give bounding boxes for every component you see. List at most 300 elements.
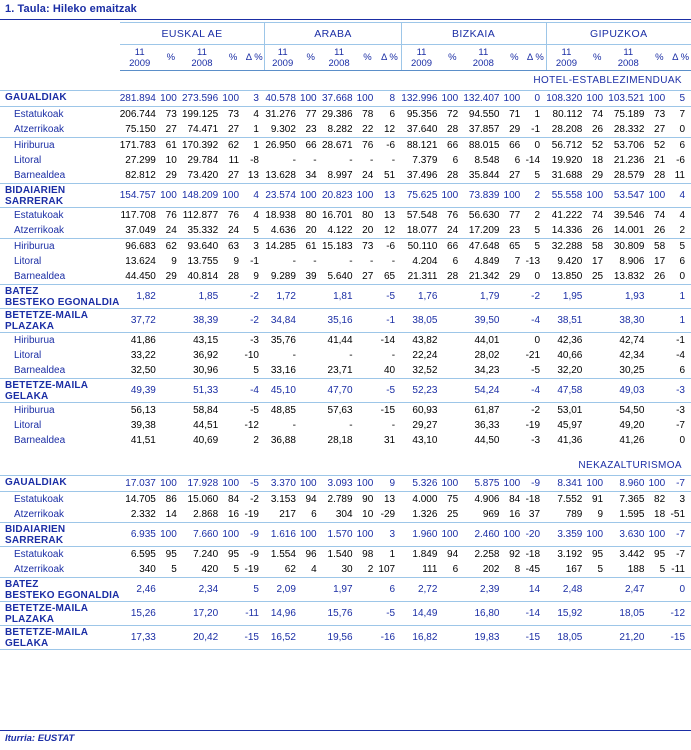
table-cell: 100 bbox=[300, 184, 322, 208]
table-cell: 58 bbox=[648, 239, 670, 255]
table-cell: -1 bbox=[378, 309, 401, 333]
table-cell: 76 bbox=[441, 208, 463, 224]
table-cell bbox=[586, 309, 608, 333]
table-cell: 16,82 bbox=[401, 626, 441, 650]
table-cell: -6 bbox=[378, 138, 401, 154]
table-cell: 7.365 bbox=[608, 492, 648, 508]
table-cell: 4 bbox=[244, 208, 265, 224]
table-cell: 1,97 bbox=[322, 578, 357, 602]
table-cell: 13 bbox=[378, 184, 401, 208]
territory-header-row bbox=[0, 23, 691, 45]
table-cell: 31.688 bbox=[551, 170, 583, 181]
table-cell: 15,76 bbox=[322, 602, 357, 626]
table-cell: 37.496 bbox=[406, 170, 438, 181]
table-cell: -12 bbox=[244, 420, 259, 431]
table-cell: 7 bbox=[670, 107, 691, 123]
table-cell: 20.823 bbox=[322, 184, 357, 208]
table-cell: 23 bbox=[509, 225, 521, 236]
table-cell: 0 bbox=[525, 333, 546, 349]
table-cell bbox=[648, 418, 670, 433]
table-cell: 98 bbox=[357, 547, 379, 563]
col-header-gipuzkoa-2008: 11 2008 bbox=[608, 45, 648, 71]
table-cell: 53.547 bbox=[608, 184, 648, 208]
table-cell: 96.683 bbox=[120, 239, 160, 255]
table-cell bbox=[222, 379, 244, 403]
table-cell: 30,96 bbox=[193, 365, 219, 376]
row-label: GAUALDIAK bbox=[0, 91, 120, 107]
table-cell bbox=[222, 333, 244, 349]
col-header-gipuzkoa-pct1: % bbox=[586, 45, 608, 71]
table-cell: 5 bbox=[233, 564, 240, 575]
table-cell: 2.789 bbox=[322, 492, 357, 508]
table-cell: 17 bbox=[591, 256, 604, 267]
table-cell: 100 bbox=[441, 523, 463, 547]
col-header-araba-2008: 11 2008 bbox=[322, 45, 357, 71]
table-cell: 45,97 bbox=[557, 420, 583, 431]
table-cell: 30 bbox=[341, 564, 353, 575]
table-cell: 18.938 bbox=[265, 208, 300, 224]
row-label: BATEZ BESTEKO EGONALDIA bbox=[0, 578, 120, 602]
table-cell: -13 bbox=[525, 256, 541, 267]
table-cell: 1 bbox=[670, 285, 691, 309]
table-cell: 37.668 bbox=[322, 91, 357, 107]
table-cell: 206.744 bbox=[120, 107, 160, 123]
row-label: Atzerrikoak bbox=[14, 509, 65, 520]
table-cell: 100 bbox=[586, 523, 608, 547]
table-cell bbox=[160, 578, 182, 602]
col-header-bizkaia-2008: 11 2008 bbox=[463, 45, 503, 71]
table-cell bbox=[648, 403, 670, 419]
row-label: Estatukoak bbox=[0, 492, 120, 508]
table-cell: 2,48 bbox=[546, 578, 586, 602]
col-header-euskal-pct2: % bbox=[222, 45, 244, 71]
table-cell: 57.548 bbox=[401, 208, 441, 224]
table-cell: 28 bbox=[654, 170, 666, 181]
table-cell bbox=[300, 333, 322, 349]
table-cell: 13 bbox=[378, 492, 401, 508]
table-cell: 3.442 bbox=[608, 547, 648, 563]
row-label: Litoral bbox=[14, 420, 42, 431]
row-label: Litoral bbox=[14, 350, 42, 361]
table-cell: 1,79 bbox=[463, 285, 503, 309]
table-cell: 39,50 bbox=[463, 309, 503, 333]
table-cell: 7.240 bbox=[182, 547, 222, 563]
table-cell: 100 bbox=[160, 476, 182, 492]
table-cell: 60,93 bbox=[401, 403, 441, 419]
table-cell: 100 bbox=[504, 523, 526, 547]
table-cell: 28 bbox=[447, 271, 459, 282]
table-cell: 14,49 bbox=[401, 602, 441, 626]
table-cell: 29 bbox=[591, 170, 604, 181]
table-cell bbox=[441, 363, 463, 379]
table-cell: -2 bbox=[244, 309, 265, 333]
section-spacer bbox=[0, 448, 691, 456]
table-cell: 4.906 bbox=[463, 492, 503, 508]
table-cell: -6 bbox=[676, 155, 685, 166]
table-cell: 1,82 bbox=[120, 285, 160, 309]
table-cell: 74 bbox=[586, 107, 608, 123]
table-cell: 1 bbox=[378, 547, 401, 563]
table-cell: 29 bbox=[509, 124, 521, 135]
col-header-bizkaia-pct2: % bbox=[504, 45, 526, 71]
table-cell: 66 bbox=[441, 138, 463, 154]
table-cell: 65 bbox=[383, 271, 396, 282]
table-cell: 4.122 bbox=[327, 225, 353, 236]
corner-cell bbox=[0, 23, 120, 45]
table-cell: 73.839 bbox=[463, 184, 503, 208]
table-cell: -5 bbox=[244, 476, 265, 492]
table-cell: 39,38 bbox=[130, 420, 156, 431]
table-cell: -3 bbox=[244, 333, 265, 349]
table-cell: - bbox=[292, 420, 296, 431]
page-title: 1. Taula: Hileko emaitzak bbox=[5, 3, 137, 15]
table-cell: 100 bbox=[441, 91, 463, 107]
table-cell: 52 bbox=[586, 138, 608, 154]
table-cell bbox=[504, 379, 526, 403]
table-cell bbox=[222, 602, 244, 626]
table-cell: 37.049 bbox=[125, 225, 156, 236]
table-cell bbox=[504, 333, 526, 349]
table-cell: 2,09 bbox=[265, 578, 300, 602]
table-cell: 88.121 bbox=[401, 138, 441, 154]
table-cell: 95 bbox=[160, 547, 182, 563]
table-cell: 8.282 bbox=[327, 124, 353, 135]
table-cell: 1.570 bbox=[322, 523, 357, 547]
table-cell: -3 bbox=[670, 403, 691, 419]
territory-header-araba: ARABA bbox=[265, 23, 401, 45]
table-row bbox=[0, 578, 691, 602]
table-cell: 17.209 bbox=[468, 225, 500, 236]
territory-header-euskal-ae: EUSKAL AE bbox=[120, 23, 265, 45]
table-cell: 3.359 bbox=[546, 523, 586, 547]
table-cell: 2 bbox=[525, 208, 546, 224]
table-cell bbox=[441, 418, 463, 433]
table-cell: 27 bbox=[654, 124, 666, 135]
footer-divider bbox=[0, 730, 691, 731]
table-cell bbox=[300, 602, 322, 626]
table-cell: 23 bbox=[305, 124, 317, 135]
table-cell: 28 bbox=[447, 124, 459, 135]
table-cell: -14 bbox=[378, 333, 401, 349]
table-cell: 27 bbox=[165, 124, 177, 135]
table-cell bbox=[648, 433, 670, 448]
table-cell bbox=[441, 433, 463, 448]
table-cell: -14 bbox=[525, 602, 546, 626]
table-cell: 6 bbox=[452, 256, 459, 267]
table-cell bbox=[300, 379, 322, 403]
table-cell: -18 bbox=[525, 492, 546, 508]
table-cell: 27 bbox=[509, 170, 521, 181]
row-label: Atzerrikoak bbox=[14, 124, 65, 135]
col-header-gipuzkoa-2009: 11 2009 bbox=[546, 45, 586, 71]
row-label: Estatukoak bbox=[0, 208, 120, 224]
table-cell: 340 bbox=[139, 564, 156, 575]
table-row bbox=[0, 269, 691, 285]
table-cell: - bbox=[349, 420, 353, 431]
table-cell: 1,76 bbox=[401, 285, 441, 309]
table-cell: -4 bbox=[525, 379, 546, 403]
table-cell: -6 bbox=[378, 239, 401, 255]
table-cell bbox=[441, 379, 463, 403]
table-cell: 6 bbox=[378, 107, 401, 123]
table-cell: 1.540 bbox=[322, 547, 357, 563]
table-cell: 84 bbox=[222, 492, 244, 508]
table-cell: 6 bbox=[514, 155, 521, 166]
table-cell: -5 bbox=[378, 285, 401, 309]
table-cell bbox=[586, 578, 608, 602]
table-cell: 40 bbox=[383, 365, 396, 376]
table-row bbox=[0, 562, 691, 578]
table-cell: 8.548 bbox=[474, 155, 500, 166]
table-cell: - bbox=[292, 350, 296, 361]
table-cell bbox=[648, 578, 670, 602]
table-cell: -14 bbox=[525, 155, 541, 166]
table-cell: -7 bbox=[670, 523, 691, 547]
table-cell: 7.552 bbox=[546, 492, 586, 508]
table-cell: 4.849 bbox=[474, 256, 500, 267]
table-cell bbox=[504, 403, 526, 419]
table-cell: 13.755 bbox=[187, 256, 219, 267]
table-cell: 73.420 bbox=[187, 170, 219, 181]
table-cell: -7 bbox=[670, 547, 691, 563]
table-cell: 108.320 bbox=[546, 91, 586, 107]
table-cell: 2,47 bbox=[608, 578, 648, 602]
table-cell: 304 bbox=[335, 509, 353, 520]
table-cell: 44.450 bbox=[125, 271, 156, 282]
col-header-bizkaia-delta: Δ % bbox=[525, 45, 546, 71]
table-cell: -10 bbox=[244, 350, 259, 361]
table-cell: 2.460 bbox=[463, 523, 503, 547]
table-cell: 27 bbox=[227, 170, 240, 181]
table-cell: 26 bbox=[654, 225, 666, 236]
table-cell: 1,81 bbox=[322, 285, 357, 309]
table-row bbox=[0, 476, 691, 492]
table-cell bbox=[222, 285, 244, 309]
table-cell: 28.671 bbox=[322, 138, 357, 154]
table-cell: 62 bbox=[222, 138, 244, 154]
table-cell: 54,24 bbox=[463, 379, 503, 403]
table-cell: 3 bbox=[244, 91, 265, 107]
table-cell: 8.960 bbox=[608, 476, 648, 492]
table-cell: 26.950 bbox=[265, 138, 300, 154]
row-label: BETETZE-MAILA PLAZAKA bbox=[0, 602, 120, 626]
table-cell: 107 bbox=[378, 564, 396, 575]
table-cell: 75.189 bbox=[608, 107, 648, 123]
table-cell: 217 bbox=[279, 509, 296, 520]
table-cell: 42,34 bbox=[619, 350, 645, 361]
table-cell bbox=[586, 403, 608, 419]
col-header-euskal-delta: Δ % bbox=[244, 45, 265, 71]
table-cell: -2 bbox=[525, 285, 546, 309]
table-cell bbox=[441, 348, 463, 363]
table-cell: 24 bbox=[362, 170, 374, 181]
table-cell: 5 bbox=[253, 225, 259, 236]
table-cell: 8.906 bbox=[619, 256, 645, 267]
table-cell: -5 bbox=[378, 379, 401, 403]
table-cell: -15 bbox=[378, 403, 401, 419]
row-label: Hiriburua bbox=[0, 239, 120, 255]
table-cell: - bbox=[369, 155, 374, 166]
table-cell: 93.640 bbox=[182, 239, 222, 255]
table-cell: 90 bbox=[357, 492, 379, 508]
table-cell: -45 bbox=[525, 564, 541, 575]
table-cell: 41,86 bbox=[120, 333, 160, 349]
table-cell: 420 bbox=[201, 564, 219, 575]
table-row bbox=[0, 547, 691, 563]
table-cell bbox=[300, 418, 322, 433]
table-cell: 82.812 bbox=[125, 170, 156, 181]
table-cell: 28.208 bbox=[551, 124, 583, 135]
table-cell bbox=[160, 348, 182, 363]
table-cell bbox=[648, 309, 670, 333]
table-cell: 61 bbox=[300, 239, 322, 255]
table-cell: 0 bbox=[534, 271, 541, 282]
col-header-bizkaia-2009: 11 2009 bbox=[401, 45, 441, 71]
table-cell: 100 bbox=[300, 91, 322, 107]
row-label: Atzerrikoak bbox=[14, 564, 65, 575]
table-cell: 24 bbox=[227, 225, 240, 236]
table-cell: 1 bbox=[253, 124, 259, 135]
table-cell: 0 bbox=[670, 578, 691, 602]
table-cell: 3 bbox=[378, 523, 401, 547]
table-cell: 1,85 bbox=[182, 285, 222, 309]
table-cell: 132.996 bbox=[401, 91, 441, 107]
source-note: Iturria: EUSTAT bbox=[5, 733, 75, 744]
table-cell bbox=[504, 626, 526, 650]
table-cell: 11 bbox=[674, 170, 685, 181]
table-cell: 0 bbox=[525, 91, 546, 107]
table-cell: 167 bbox=[565, 564, 583, 575]
table-cell: 3 bbox=[670, 492, 691, 508]
table-cell: 48,85 bbox=[265, 403, 300, 419]
table-cell: - bbox=[391, 256, 396, 267]
table-cell: 18,05 bbox=[608, 602, 648, 626]
table-cell: 36,88 bbox=[270, 435, 296, 446]
table-cell: 7 bbox=[514, 256, 521, 267]
table-cell: 1.595 bbox=[619, 509, 645, 520]
table-cell bbox=[222, 418, 244, 433]
table-cell: 6 bbox=[679, 365, 685, 376]
table-cell: -5 bbox=[244, 403, 265, 419]
table-cell: 100 bbox=[160, 91, 182, 107]
table-row bbox=[0, 309, 691, 333]
table-cell: 969 bbox=[482, 509, 500, 520]
table-cell bbox=[648, 285, 670, 309]
table-cell: 52,23 bbox=[401, 379, 441, 403]
table-cell bbox=[160, 602, 182, 626]
table-cell: 2.258 bbox=[463, 547, 503, 563]
table-row bbox=[0, 626, 691, 650]
table-cell: 13 bbox=[378, 208, 401, 224]
table-cell: -15 bbox=[525, 626, 546, 650]
table-cell: - bbox=[313, 256, 317, 267]
table-cell: 23.574 bbox=[265, 184, 300, 208]
table-cell bbox=[300, 348, 322, 363]
table-cell bbox=[357, 309, 379, 333]
table-cell bbox=[441, 285, 463, 309]
table-cell: 80 bbox=[300, 208, 322, 224]
table-cell: 29.386 bbox=[322, 107, 357, 123]
table-row bbox=[0, 333, 691, 349]
table-cell: 100 bbox=[504, 91, 526, 107]
table-cell bbox=[441, 309, 463, 333]
table-cell: 86 bbox=[160, 492, 182, 508]
table-cell: 3.192 bbox=[546, 547, 586, 563]
table-cell bbox=[586, 348, 608, 363]
table-cell: 100 bbox=[357, 523, 379, 547]
table-cell: 100 bbox=[222, 91, 244, 107]
table-cell: 10 bbox=[362, 509, 374, 520]
table-cell: 29 bbox=[165, 170, 177, 181]
table-cell: 40,69 bbox=[193, 435, 219, 446]
table-cell bbox=[160, 333, 182, 349]
table-cell bbox=[357, 626, 379, 650]
table-cell: 32.288 bbox=[546, 239, 586, 255]
table-cell: 16.701 bbox=[322, 208, 357, 224]
table-cell bbox=[441, 602, 463, 626]
table-cell: 103.521 bbox=[608, 91, 648, 107]
table-cell: - bbox=[349, 350, 353, 361]
table-cell: -7 bbox=[670, 476, 691, 492]
table-cell bbox=[586, 602, 608, 626]
table-cell bbox=[300, 363, 322, 379]
table-cell: 5 bbox=[597, 564, 604, 575]
col-header-araba-pct2: % bbox=[357, 45, 379, 71]
table-cell: 75.150 bbox=[125, 124, 156, 135]
table-cell: -12 bbox=[670, 602, 691, 626]
table-cell: 21,20 bbox=[608, 626, 648, 650]
table-cell: 37.640 bbox=[406, 124, 438, 135]
table-cell: 47,58 bbox=[546, 379, 586, 403]
table-cell: 1.554 bbox=[265, 547, 300, 563]
table-cell bbox=[357, 285, 379, 309]
table-cell: 92 bbox=[504, 547, 526, 563]
column-header-row bbox=[0, 45, 691, 71]
table-cell: 17 bbox=[654, 256, 666, 267]
table-cell: 94 bbox=[441, 547, 463, 563]
row-label: Barnealdea bbox=[14, 271, 66, 282]
table-cell: 26 bbox=[591, 124, 604, 135]
table-cell: 1 bbox=[670, 309, 691, 333]
table-cell: -1 bbox=[670, 333, 691, 349]
table-cell: 1.960 bbox=[401, 523, 441, 547]
table-cell: 5 bbox=[171, 564, 177, 575]
table-cell: 56.630 bbox=[463, 208, 503, 224]
table-cell: 14 bbox=[525, 578, 546, 602]
table-cell: 9 bbox=[597, 509, 604, 520]
table-cell bbox=[300, 403, 322, 419]
table-row bbox=[0, 602, 691, 626]
table-cell: 28 bbox=[227, 271, 240, 282]
table-cell: 148.209 bbox=[182, 184, 222, 208]
table-cell: 36,33 bbox=[474, 420, 500, 431]
table-cell: 45,10 bbox=[265, 379, 300, 403]
table-cell: 34 bbox=[305, 170, 317, 181]
table-cell: 100 bbox=[586, 476, 608, 492]
table-cell: 2.868 bbox=[193, 509, 219, 520]
table-cell: 61 bbox=[160, 138, 182, 154]
table-cell: 76 bbox=[357, 138, 379, 154]
table-cell: -2 bbox=[244, 285, 265, 309]
table-cell: 6 bbox=[452, 564, 459, 575]
table-cell: 1.849 bbox=[401, 547, 441, 563]
table-cell: 100 bbox=[586, 184, 608, 208]
table-cell: 9 bbox=[171, 256, 177, 267]
col-header-gipuzkoa-pct2: % bbox=[648, 45, 670, 71]
table-cell: 75.625 bbox=[401, 184, 441, 208]
table-cell: -15 bbox=[670, 626, 691, 650]
table-cell: 100 bbox=[441, 184, 463, 208]
